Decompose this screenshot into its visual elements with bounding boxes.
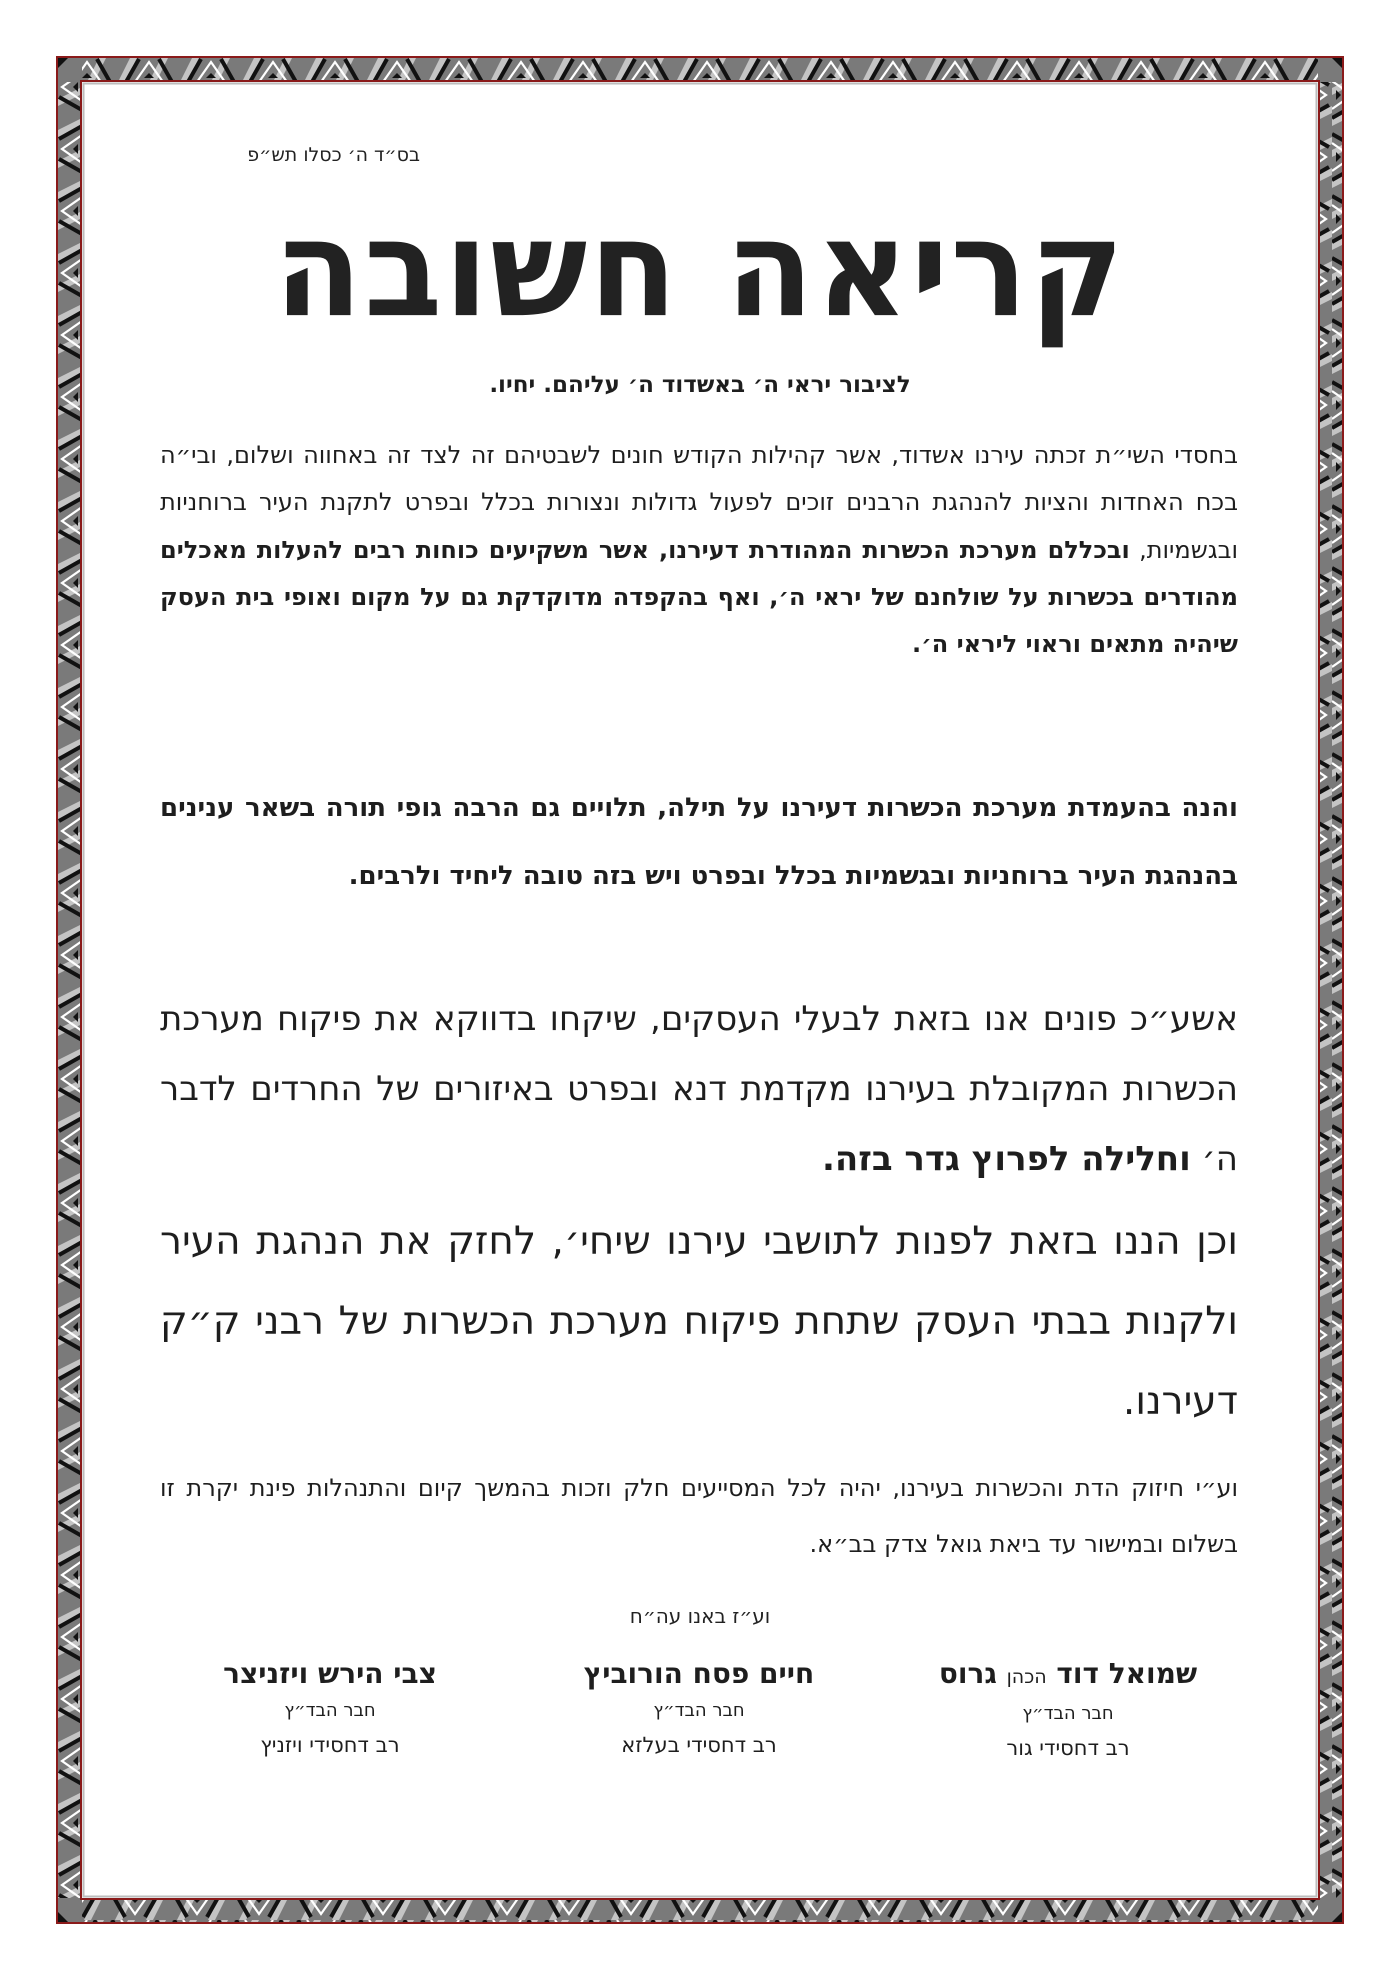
addressee-line: לציבור יראי ה׳ באשדוד ה׳ עליהם. יחיו.: [489, 372, 911, 398]
signature-gross: [898, 1654, 1238, 1765]
signature-vizhnitzer: [160, 1654, 500, 1765]
signatory-first-name: שמואל דוד: [1056, 1657, 1198, 1690]
paragraph-1-regular: בחסדי השי״ת זכתה עירנו אשדוד, אשר קהילות הקודש חונים לשבטיהם זה לצד זה באחווה ושלום, ובי״ה בכח האחדות והציות להנהגת הרבנים זוכים לפעול גדולות ונצורות בכלל ובפרט לתקנת העיר ברוחניות ובגשמיות,: [160, 441, 1239, 564]
signatory-community: רב דחסידי בעלזא: [621, 1733, 777, 1757]
page-title: קריאה חשובה: [274, 191, 1126, 348]
paragraph-3-bold: וחלילה לפרוץ גדר בזה.: [821, 1139, 1191, 1179]
paragraph-3: [160, 984, 1238, 1194]
date-line: בס״ד ה׳ כסלו תש״פ: [247, 144, 420, 166]
signatory-title: הכהן: [1006, 1666, 1047, 1688]
paragraph-1-bold: ובכללם מערכת הכשרות המהודרת דעירנו, אשר משקיעים כוחות רבים להעלות מאכלים מהודרים בכשרות על שולחנם של יראי ה׳, ואף בהקפדה מדוקדקת גם על מקום ואופי בית העסק שיהיה מתאים וראוי ליראי ה׳.: [160, 535, 1238, 659]
signatory-name: חיים פסח הורוביץ: [583, 1657, 815, 1690]
signature-horowitz: [529, 1654, 869, 1765]
signatory-role: חבר הבד״ץ: [1022, 1703, 1114, 1724]
paragraph-4: וכן הננו בזאת לפנות לתושבי עירנו שיחי׳, לחזק את הנהגת העיר ולקנות בבתי העסק שתחת פיקוח מערכת הכשרות של רבני ק״ק דעירנו.: [160, 1219, 1238, 1424]
closing-line: וע״ז באנו עה״ח: [629, 1604, 771, 1628]
signatory-community: רב דחסידי ויזניץ: [260, 1733, 400, 1757]
signatory-role: חבר הבד״ץ: [653, 1700, 745, 1721]
notice-page: [82, 82, 1318, 1898]
paragraph-3-regular: אשע״כ פונים אנו בזאת לבעלי העסקים, שיקחו בדווקא את פיקוח מערכת הכשרות המקובלת בעירנו מקדמת דנא ובפרט באיזורים של החרדים לדבר ה׳: [160, 999, 1238, 1179]
signatory-last-name: גרוס: [938, 1657, 997, 1690]
paragraph-2: והנה בהעמדת מערכת הכשרות דעירנו על תילה, תלויים גם הרבה גופי תורה בשאר ענינים בהנהגת העיר ברוחניות ובגשמיות בכלל ובפרט ויש בזה טובה ליחיד ולרבים.: [160, 793, 1238, 891]
signatory-community: רב דחסידי גור: [1006, 1736, 1130, 1760]
paragraph-1: [160, 432, 1238, 668]
signatory-name: [898, 1654, 1238, 1697]
signatures-block: [160, 1654, 1238, 1765]
signatory-name: צבי הירש ויזניצר: [223, 1657, 437, 1690]
paragraph-5: וע״י חיזוק הדת והכשרות בעירנו, יהיה לכל המסייעים חלק וזכות בהמשך קיום והתנהלות פינת יקרת זו בשלום ובמישור עד ביאת גואל צדק בב״א.: [160, 1474, 1238, 1558]
signatory-role: חבר הבד״ץ: [284, 1700, 376, 1721]
